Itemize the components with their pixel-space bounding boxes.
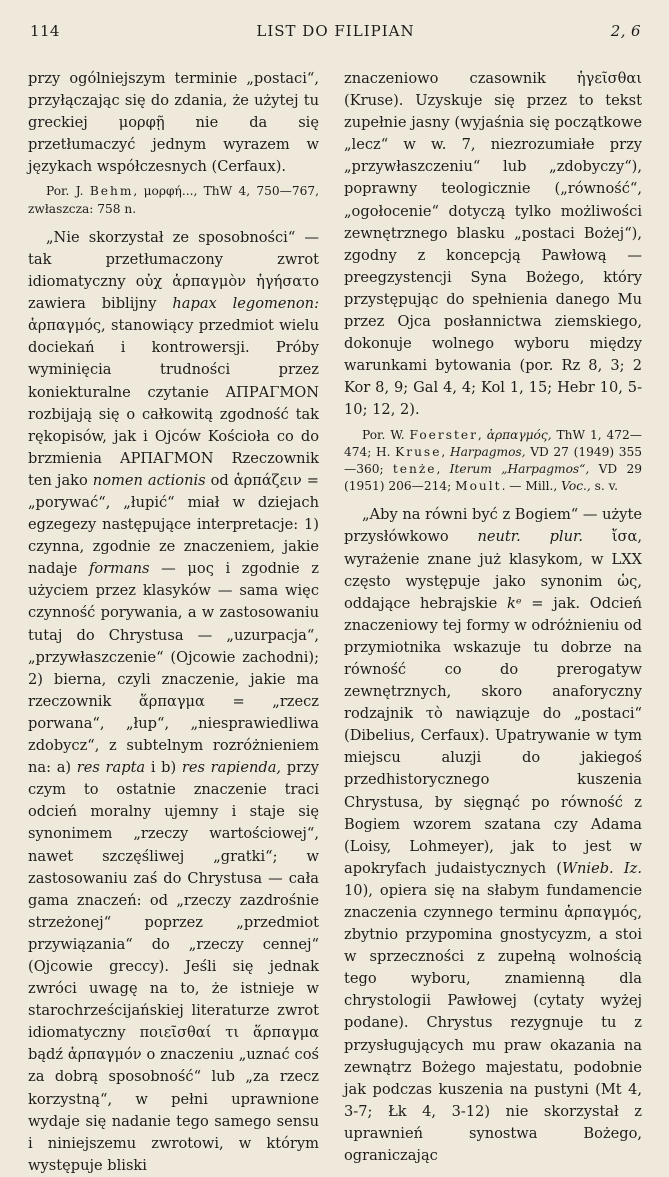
right-footnote-bibliography (344, 427, 642, 496)
fn-author-tenze: tenże (392, 461, 437, 476)
page-number: 114 (30, 22, 60, 40)
right-paragraph-1: znaczeniowo czasownik ἡγεῖσθαι (Kruse). Uzyskuje się przez to tekst zupełnie jasny (wyjaśnia się początkowe „lecz“ w w. 7, niezrozumiałe przy „przywłaszczeniu“ lub „zdobyczy“), poprawny teologicznie („równość“, „ogołocenie“ dotyczą tylko możliwości zewnętrznego blasku „postaci Bożej“), zgodny z koncepcją Pawłową — preegzystencji Syna Bożego, który przystępując do spełnienia danego Mu przez Ojca posłannictwa ziemskiego, dokonuje wolnego wyboru między warunkami bytowania (por. Rz 8, 3; 2 Kor 8, 9; Gal 4, 4; Kol 1, 15; Hebr 10, 5-10; 12, 2). (344, 70, 642, 419)
text: — μος i zgodnie z użyciem przez klasyków — sama więc czynność porywania, a w zastosowaniu tutaj do Chrystusa — „uzurpacja“, „przywłaszczenie“ (Ojcowie zachodni); 2) bierna, czyli znaczenie, jakie ma rzeczownik ἅρπαγμα = „rzecz porwana“, „łup“, „niesprawiedliwa zdobycz“, z subtelnym rozróżnieniem na: a) (28, 560, 319, 777)
fn-author-foerster: Foerster (409, 427, 478, 442)
running-title: LIST DO FILIPIAN (256, 22, 415, 40)
italic-term: Harpagmos, (449, 444, 526, 459)
text: , (436, 461, 450, 476)
italic-term: res rapienda, (181, 759, 282, 777)
text: Por. W. (362, 427, 410, 442)
text: = jak. Odcień znaczeniowy tej formy w odróżnieniu od przymiotnika wskazuje tu dobrze na równość co do prerogatyw zewnętrznych, skoro anaforyczny rodzajnik τὸ nawiązuje do „postaci“ (Dibelius, Cerfaux). Upatrywanie w tym miejscu aluzji do jakiegoś przedhistorycznego kuszenia Chrystusa, by sięgnąć po równość z Bogiem wzorem szatana czy Adama (Loisy, Lohmeyer), jak to jest w apokryfach judaistycznych ( (344, 594, 642, 877)
left-paragraph-2 (28, 227, 319, 1177)
text: ἴσα, wyrażenie znane już klasykom, w LXX często występuje jako synonim ὡς, oddające hebrajskie (344, 528, 642, 612)
text: przy czym to ostatnie znaczenie traci odcień moralny ujemny i staje się synonimem „rzeczy wartościowej“, nawet szczęśliwej „gratki“; w zastosowaniu zaś do Chrystusa — cała gama znaczeń: od „rzeczy zazdrośnie strzeżonej“ poprzez „przedmiot przywiązania“ do „rzeczy cennej“ (Ojcowie greccy). Jeśli się jednak zwróci uwagę na to, że istnieje w starochrześcijańskiej literaturze zwrot idiomatyczny ποιεῖσθαί τι ἅρπαγμα bądź ἁρπαγμόν o znaczeniu „uznać coś za dobrą sposobność“ lub „za rzecz korzystną“, w pełni uprawnione wydaje się nadanie tego samego sensu i niniejszemu zwrotowi, w którym występuje bliski (28, 759, 319, 1174)
italic-term: ἁρπαγμός, (486, 427, 552, 442)
text: VD 27 (1949) 355—360; (344, 444, 642, 476)
italic-term: res rapta (76, 759, 146, 777)
fn-rest: , μορφή..., ThW 4, 750—767, zwłaszcza: 758 n. (28, 184, 319, 216)
right-paragraph-2 (344, 504, 642, 1167)
fn-author-moult: Moult (455, 479, 502, 494)
fn-author-behm: Behm (89, 184, 134, 199)
text: „Nie skorzystał ze sposobności“ — tak przetłumaczony zwrot idiomatyczny οὐχ ἁρπαγμὸν ἡγήσατο zawiera biblijny (28, 228, 319, 313)
fn-author-kruse: Kruse (395, 444, 442, 459)
text: „Aby na równi być z Bogiem“ — użyte przysłówkowo (344, 506, 642, 546)
running-header (30, 22, 641, 44)
text: 10), opiera się na słabym fundamencie znaczenia czynnego terminu ἁρπαγμός, zbytnio przypomina gnostycyzm, a stoi w sprzeczności z zupełną wolnością tego wyboru, znamienną dla chrystologii Pawłowej (cytaty wyżej podane). Chrystus rezygnuje tu z przysługujących mu praw okazania na zewnątrz Bożego majestatu, podobnie jak podczas kuszenia na pustyni (Mt 4, 3-7; Łk 4, 3-12) nie skorzystał z uprawnień synostwa Bożego, ograniczając (344, 881, 642, 1165)
italic-term: Voc., (561, 479, 591, 494)
fn-prefix: Por. J. (46, 184, 90, 199)
italic-term: kᵉ (507, 594, 522, 612)
italic-term: formans (88, 560, 150, 578)
text: , (477, 427, 487, 442)
chapter-verse-ref: 2, 6 (610, 22, 641, 40)
text: VD 29 (1951) 206—214; (344, 461, 642, 494)
text: s. v. (590, 479, 618, 494)
text: ἁρπαγμός, stanowiący przedmiot wielu dociekań i kontrowersji. Próby wyminięcia trudności przez koniekturalne czytanie ΑΠΡΑΓΜΟΝ rozbijają się o całkowitą zgodność tak rękopisów, jak i Ojców Kościoła co do brzmienia ΑΡΠΑΓΜΟΝ Rzeczownik ten jako (28, 317, 319, 489)
left-paragraph-1: przy ogólniejszym terminie „postaci“, przyłączając się do zdania, że użytej tu greckiej μορφῇ nie da się przetłumaczyć jednym wyrazem w językach współczesnych (Cerfaux). (28, 70, 319, 176)
italic-term: Iterum „Harpagmos“, (449, 461, 590, 476)
text: ThW 1, 472—474; H. (344, 427, 642, 459)
text: , (441, 444, 450, 459)
left-footnote-bibliography (28, 183, 319, 217)
right-column (344, 68, 642, 1167)
text: i b) (145, 759, 182, 777)
left-column (28, 68, 319, 1177)
italic-term: hapax legomenon: (172, 295, 320, 313)
italic-term: nomen actionis (92, 471, 206, 489)
italic-term: neutr. plur. (477, 528, 584, 546)
text: od ἁρπάζειν = „porywać“, „łupić“ miał w dziejach egzegezy następujące interpretacje: 1) czynna, zgodnie ze znaczeniem, jakie nadaje (28, 471, 319, 578)
text: . — Mill., (501, 479, 562, 494)
italic-term: Wnieb. Iz. (562, 859, 642, 877)
